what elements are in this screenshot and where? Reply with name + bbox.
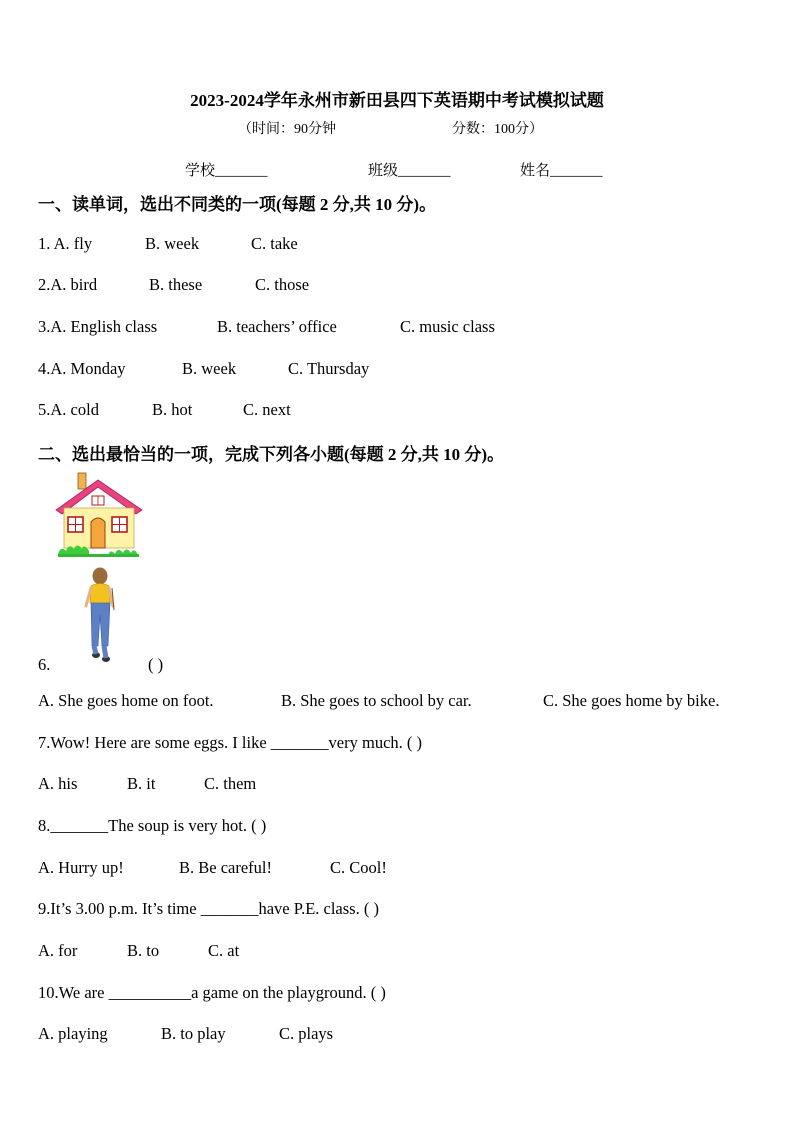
q6-answer-paren: ( ) <box>148 655 164 674</box>
q2-option-b: B. these <box>149 275 203 294</box>
q10-stem: 10.We are __________a game on the playground. ( ) <box>38 983 386 1002</box>
q8-option-b: B. Be careful! <box>179 858 272 877</box>
exam-score: 分数：100分） <box>452 122 543 137</box>
section-1-heading: 一、读单词，选出不同类的一项(每题 2 分,共 10 分)。 <box>38 195 437 214</box>
q1-option-b: B. week <box>145 234 200 253</box>
q6-option-a: A. She goes home on foot. <box>38 691 214 710</box>
q7-stem: 7.Wow! Here are some eggs. I like _______very much. ( ) <box>38 733 423 752</box>
q9-option-b: B. to <box>127 941 160 960</box>
q9-option-c: C. at <box>208 941 240 960</box>
page-title: 2023-2024学年永州市新田县四下英语期中考试模拟试题 <box>190 91 604 110</box>
q1-option-a: 1. A. fly <box>38 234 93 253</box>
q10-option-b: B. to play <box>161 1024 226 1043</box>
q6-option-c: C. She goes home by bike. <box>543 691 720 710</box>
q7-option-c: C. them <box>204 774 257 793</box>
q3-option-c: C. music class <box>400 317 495 336</box>
q2-option-c: C. those <box>255 275 310 294</box>
q5-option-a: 5.A. cold <box>38 400 99 419</box>
q10-option-c: C. plays <box>279 1024 334 1043</box>
q4-option-a: 4.A. Monday <box>38 359 126 378</box>
exam-time: （时间：90分钟 <box>238 122 336 137</box>
school-field: 学校_______ <box>185 163 268 179</box>
q8-option-a: A. Hurry up! <box>38 858 124 877</box>
q6-number: 6. <box>38 655 51 674</box>
q7-option-a: A. his <box>38 774 78 793</box>
q4-option-b: B. week <box>182 359 237 378</box>
q9-stem: 9.It’s 3.00 p.m. It’s time _______have P.E. class. ( ) <box>38 899 379 918</box>
q5-option-c: C. next <box>243 400 291 419</box>
section-2-heading: 二、选出最恰当的一项，完成下列各小题(每题 2 分,共 10 分)。 <box>38 445 505 464</box>
q8-stem: 8._______The soup is very hot. ( ) <box>38 816 267 835</box>
q7-option-b: B. it <box>127 774 156 793</box>
q6-option-b: B. She goes to school by car. <box>281 691 472 710</box>
q8-option-c: C. Cool! <box>330 858 387 877</box>
q4-option-c: C. Thursday <box>288 359 370 378</box>
q2-option-a: 2.A. bird <box>38 275 98 294</box>
name-field: 姓名_______ <box>520 163 603 179</box>
q3-option-b: B. teachers’ office <box>217 317 337 336</box>
q9-option-a: A. for <box>38 941 78 960</box>
q10-option-a: A. playing <box>38 1024 108 1043</box>
q3-option-a: 3.A. English class <box>38 317 158 336</box>
walking-girl <box>86 568 114 663</box>
q5-option-b: B. hot <box>152 400 193 419</box>
house-door <box>91 518 105 548</box>
class-field: 班级_______ <box>368 163 451 179</box>
q1-option-c: C. take <box>251 234 298 253</box>
house-and-girl-illustration <box>52 470 152 670</box>
